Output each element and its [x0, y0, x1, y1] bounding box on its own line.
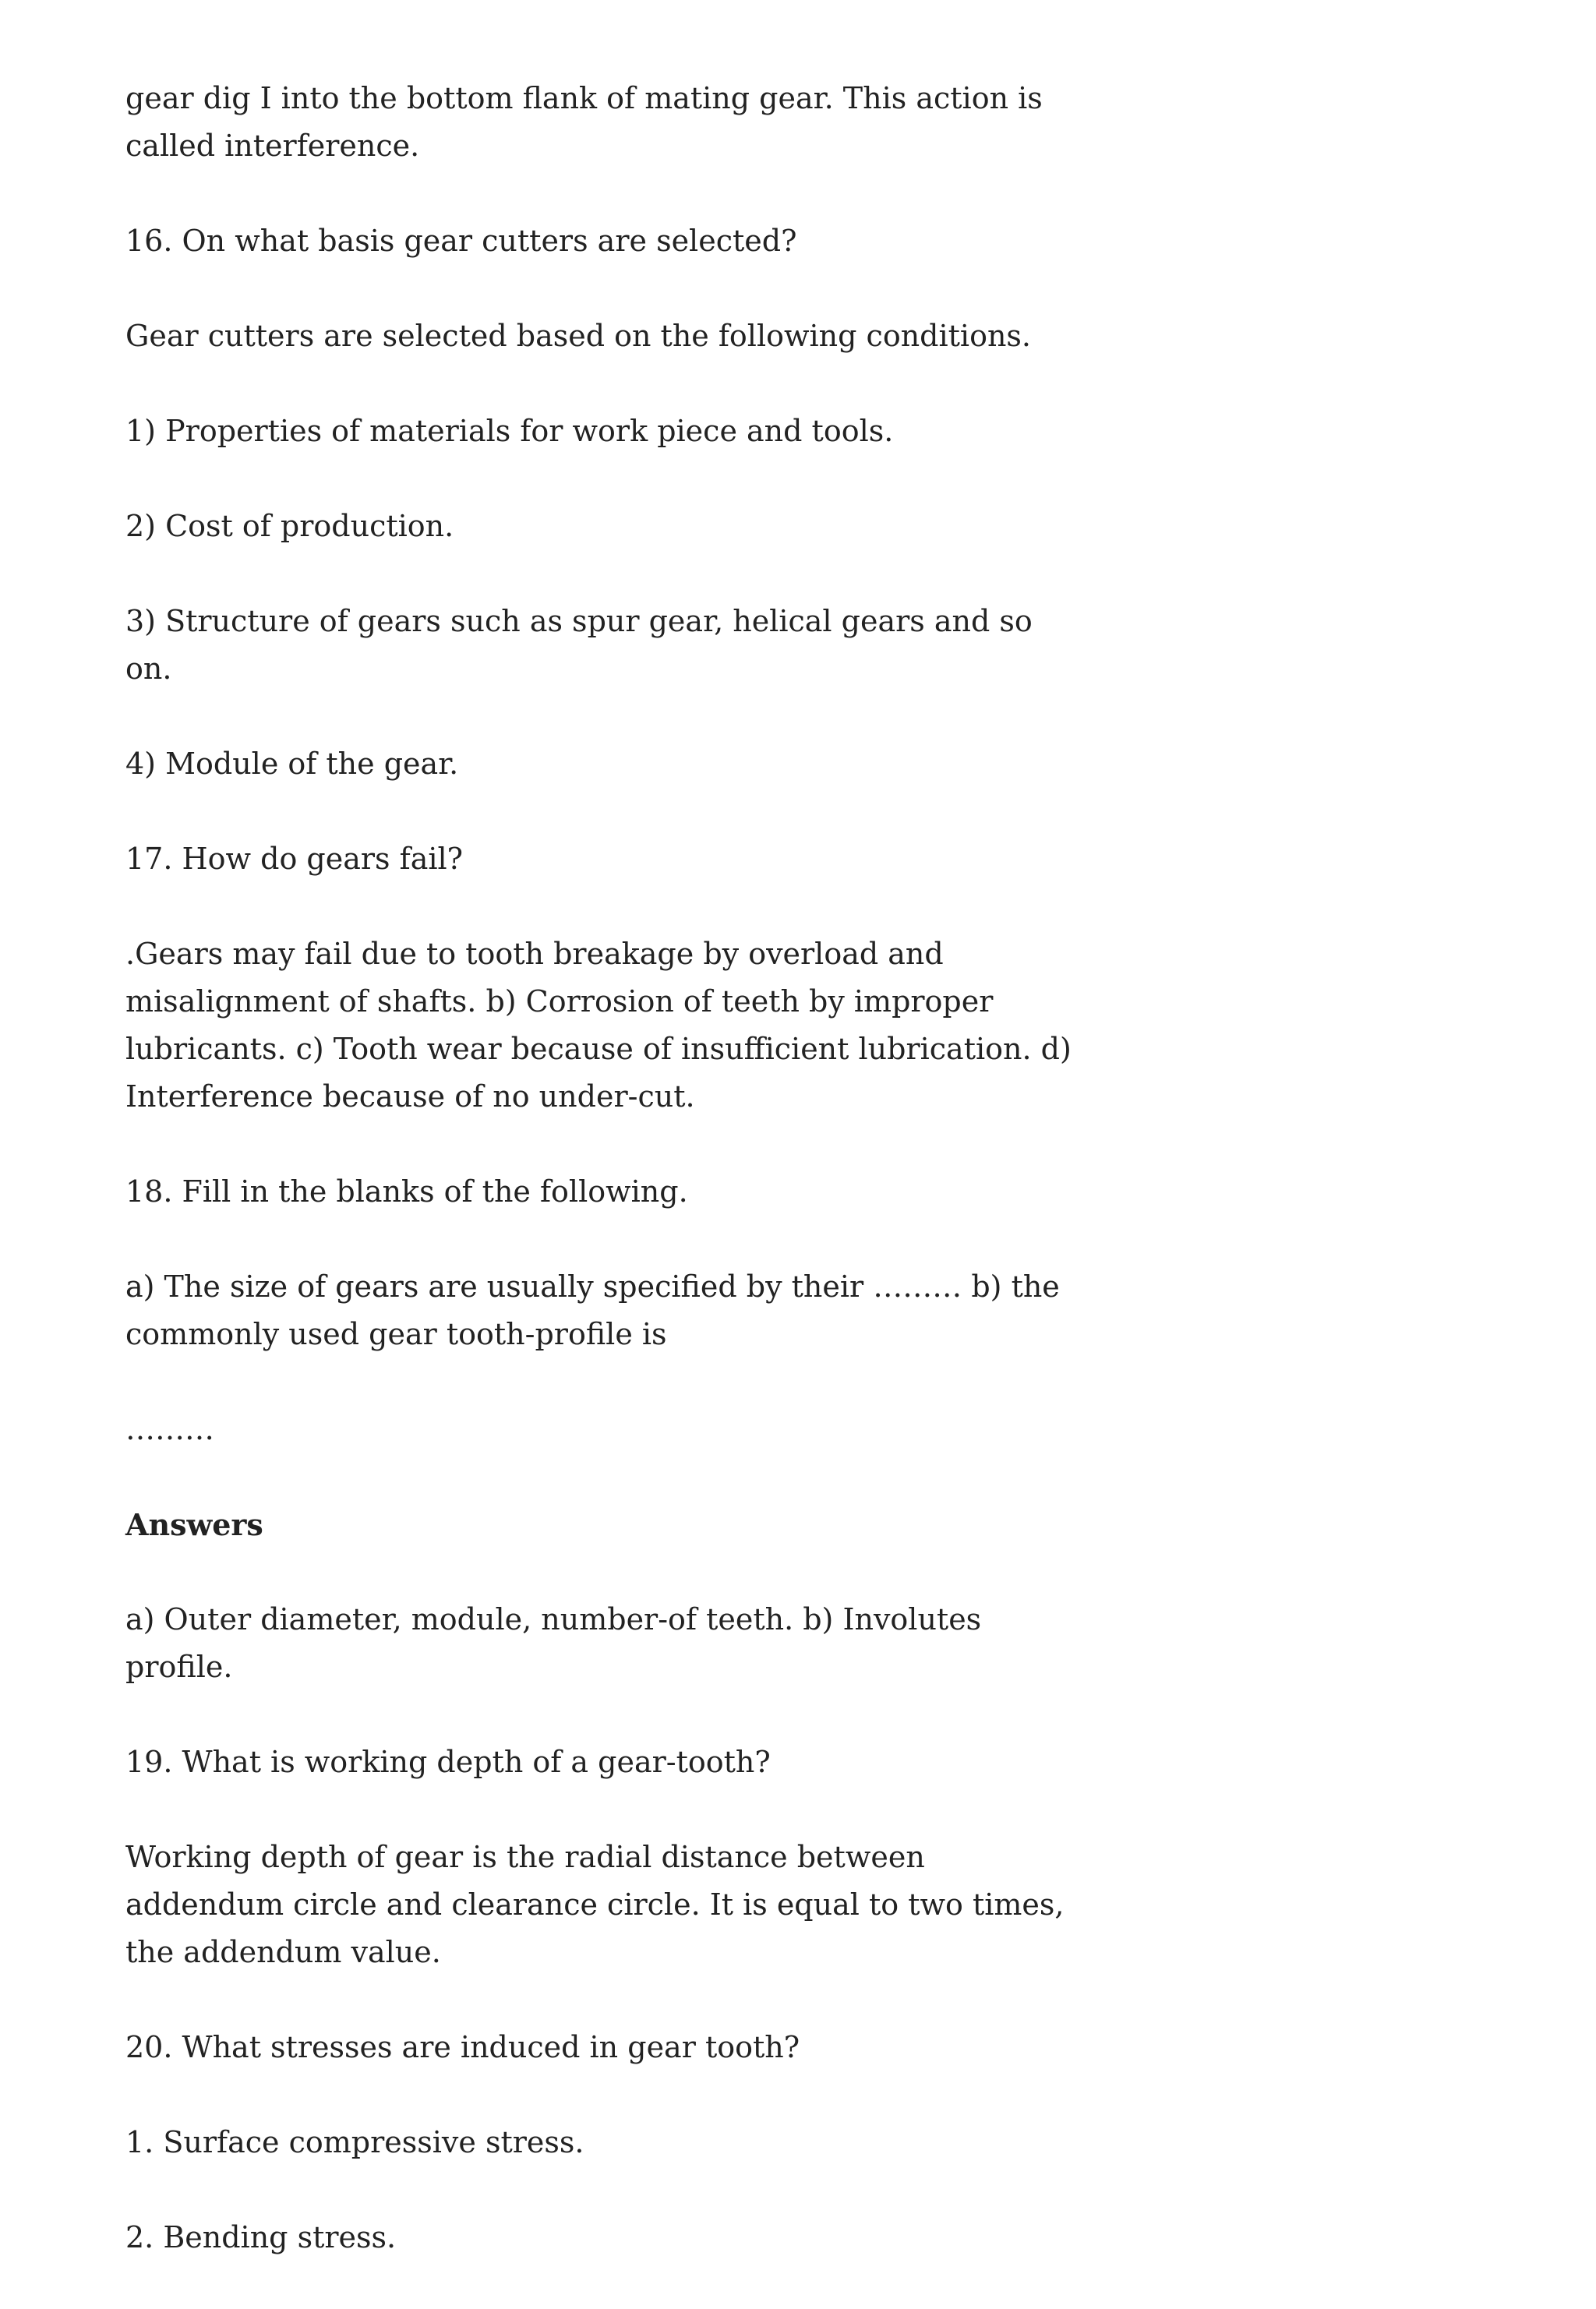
answer-16-item-1: 1) Properties of materials for work piece and tools. — [125, 414, 894, 448]
paragraph-interference-continuation: gear dig I into the bottom flank of mating gear. This action is called interference. — [125, 81, 1043, 163]
question-18-blanks: a) The size of gears are usually specified by their ……… b) the commonly used gear tooth-profile is — [125, 1269, 1060, 1351]
answer-16-item-2: 2) Cost of production. — [125, 509, 454, 543]
answer-20-item-2: 2. Bending stress. — [125, 2220, 397, 2254]
answer-18: a) Outer diameter, module, number-of teeth. b) Involutes profile. — [125, 1602, 982, 1684]
answer-17: .Gears may fail due to tooth breakage by overload and misalignment of shafts. b) Corrosion of teeth by improper lubricants. c) Tooth wear because of insufficient lubrication. d) Interference because of no under-cut. — [125, 937, 1072, 1114]
answers-heading: Answers — [125, 1507, 263, 1542]
answer-20-item-1: 1. Surface compressive stress. — [125, 2125, 584, 2159]
question-16: 16. On what basis gear cutters are selected? — [125, 224, 797, 258]
answer-16-intro: Gear cutters are selected based on the following conditions. — [125, 319, 1032, 353]
answer-16-item-4: 4) Module of the gear. — [125, 747, 459, 781]
answer-16-item-3: 3) Structure of gears such as spur gear, helical gears and so on. — [125, 604, 1033, 686]
question-19: 19. What is working depth of a gear-tooth? — [125, 1745, 771, 1779]
document-page — [125, 75, 1076, 2309]
question-18: 18. Fill in the blanks of the following. — [125, 1174, 688, 1209]
question-20: 20. What stresses are induced in gear tooth? — [125, 2030, 800, 2064]
question-18-blank-dots: ……… — [125, 1412, 214, 1446]
answer-19: Working depth of gear is the radial distance between addendum circle and clearance circle. It is equal to two times, the addendum value. — [125, 1840, 1065, 1969]
question-17: 17. How do gears fail? — [125, 842, 464, 876]
